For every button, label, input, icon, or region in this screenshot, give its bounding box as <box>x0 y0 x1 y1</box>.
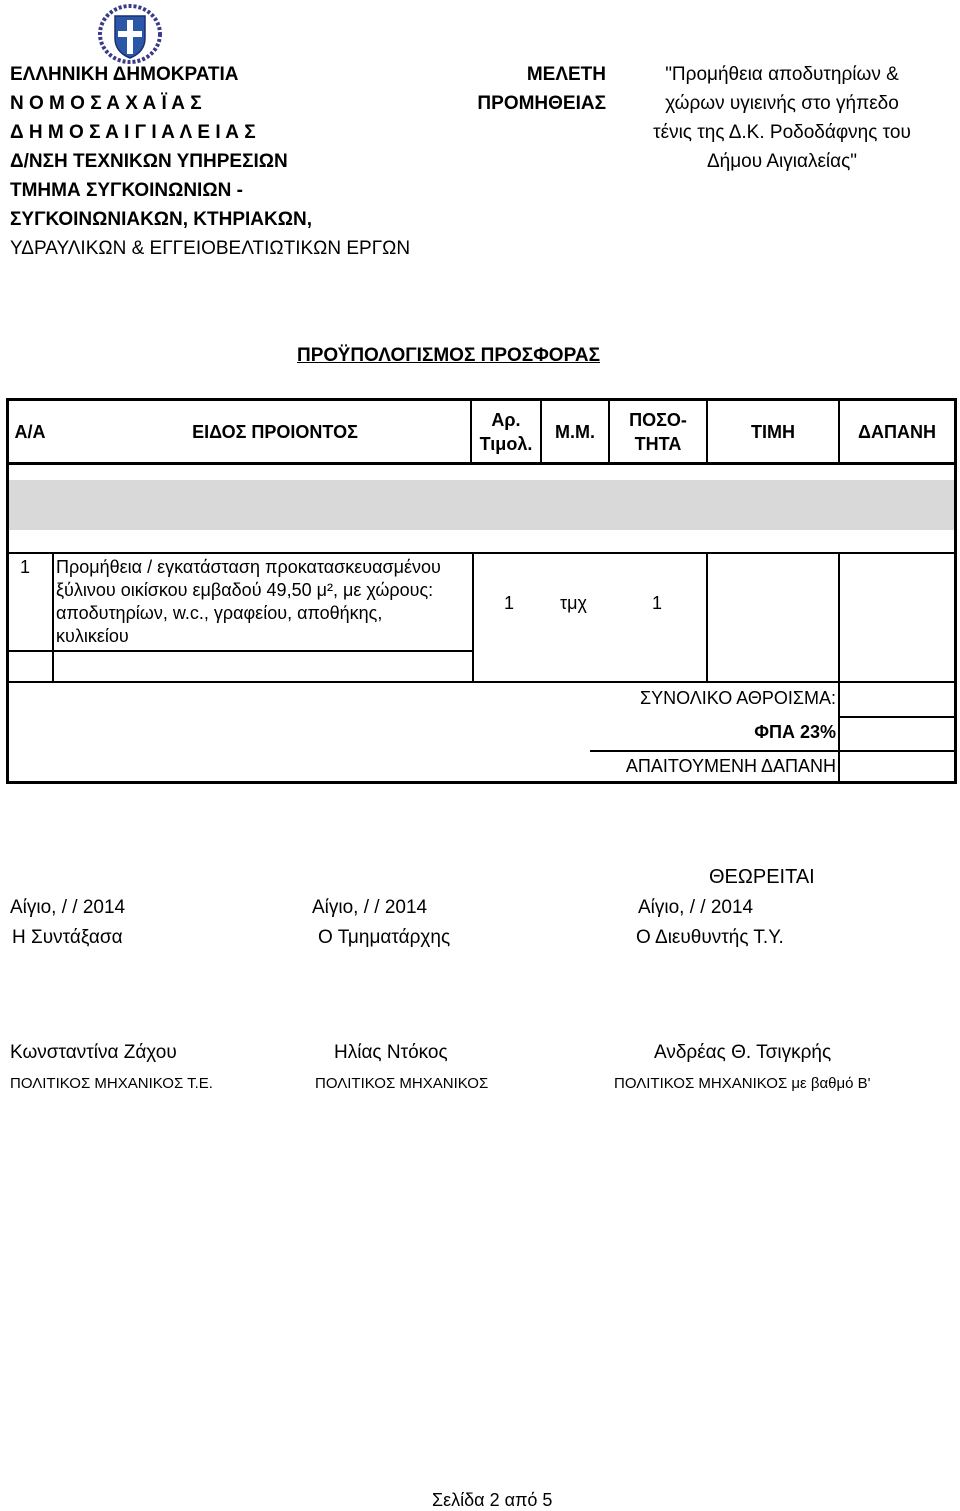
project-title <box>612 60 952 176</box>
document-title: ΠΡΟΫΠΟΛΟΓΙΣΜΟΣ ΠΡΟΣΦΟΡΑΣ <box>297 345 600 366</box>
table-divider <box>6 681 957 683</box>
table-divider <box>52 552 54 682</box>
signature-role: Η Συντάξασα <box>12 927 123 948</box>
row-aa: 1 <box>20 557 31 577</box>
project-title-line: "Προμήθεια αποδυτηρίων & <box>665 64 899 85</box>
column-header-line: ΤΗΤΑ <box>634 433 682 454</box>
signature-role: Ο Διευθυντής Τ.Υ. <box>636 927 784 948</box>
issuer-line: Δ/ΝΣΗ ΤΕΧΝΙΚΩΝ ΥΠΗΡΕΣΙΩΝ <box>10 151 288 172</box>
total-label: ΑΠΑΙΤΟΥΜΕΝΗ ΔΑΠΑΝΗ <box>625 756 836 776</box>
signatory-title: ΠΟΛΙΤΙΚΟΣ ΜΗΧΑΝΙΚΟΣ Τ.Ε. <box>10 1075 213 1092</box>
issuer-line: ΤΜΗΜΑ ΣΥΓΚΟΙΝΩΝΙΩΝ - <box>10 180 243 201</box>
table-separator-band <box>9 480 954 530</box>
signature-date: Αίγιο, / / 2014 <box>10 897 126 918</box>
signature-date: Αίγιο, / / 2014 <box>312 897 428 918</box>
signatory-name: Κωνσταντίνα Ζάχου <box>10 1042 177 1063</box>
table-divider <box>472 552 474 682</box>
column-header-cost: ΔΑΠΑΝΗ <box>858 421 936 442</box>
column-header-price-no <box>472 401 540 462</box>
project-title-line: χώρων υγιεινής στο γήπεδο <box>665 93 899 114</box>
issuer-line: Ν Ο Μ Ο Σ Α Χ Α Ϊ Α Σ <box>10 93 202 114</box>
approved-label: ΘΕΩΡΕΙΤΑΙ <box>709 866 815 888</box>
row-qty: 1 <box>652 593 663 613</box>
row-description-line: αποδυτηρίων, w.c., γραφείου, αποθήκης, <box>56 603 383 623</box>
column-header-unit: Μ.Μ. <box>555 421 595 442</box>
page-number: Σελίδα 2 από 5 <box>432 1490 553 1510</box>
signatory-title: ΠΟΛΙΤΙΚΟΣ ΜΗΧΑΝΙΚΟΣ με βαθμό Β' <box>614 1075 871 1092</box>
table-divider <box>590 750 957 752</box>
column-header-aa: Α/Α <box>14 421 46 442</box>
table-divider <box>6 650 474 652</box>
vat-label: ΦΠΑ 23% <box>754 722 836 742</box>
signatory-title: ΠΟΛΙΤΙΚΟΣ ΜΗΧΑΝΙΚΟΣ <box>315 1075 489 1092</box>
column-header-item: ΕΙΔΟΣ ΠΡΟΙΟΝΤΟΣ <box>192 421 358 442</box>
row-description-line: ξύλινου οικίσκου εμβαδού 49,50 μ², με χώρους: <box>56 580 434 600</box>
table-divider <box>840 716 957 718</box>
row-unit: τμχ <box>560 593 587 613</box>
study-label <box>420 60 606 118</box>
column-header-price: ΤΙΜΗ <box>751 421 795 442</box>
issuer-line: ΥΔΡΑΥΛΙΚΩΝ & ΕΓΓΕΙΟΒΕΛΤΙΩΤΙΚΩΝ ΕΡΓΩΝ <box>10 238 411 259</box>
row-description-line: Προμήθεια / εγκατάσταση προκατασκευασμένου <box>56 557 441 577</box>
issuer-line: ΣΥΓΚΟΙΝΩΝΙΑΚΩΝ, ΚΤΗΡΙΑΚΩΝ, <box>10 209 312 230</box>
project-title-line: Δήμου Αιγιαλείας" <box>706 151 858 172</box>
issuer-line: Δ Η Μ Ο Σ Α Ι Γ Ι Α Λ Ε Ι Α Σ <box>10 122 256 143</box>
issuer-line: ΕΛΛΗΝΙΚΗ ΔΗΜΟΚΡΑΤΙΑ <box>10 64 239 85</box>
signature-role: Ο Τμηματάρχης <box>318 927 451 948</box>
row-price-no: 1 <box>504 593 515 613</box>
greek-emblem-icon <box>97 2 163 64</box>
column-header-line: ΠΟΣΟ- <box>629 409 687 430</box>
signatory-name: Ηλίας Ντόκος <box>334 1042 448 1063</box>
row-description-line: κυλικείου <box>56 626 129 646</box>
signatory-name: Ανδρέας Θ. Τσιγκρής <box>654 1042 832 1063</box>
signature-date: Αίγιο, / / 2014 <box>638 897 754 918</box>
table-divider <box>6 462 957 465</box>
subtotal-label: ΣΥΝΟΛΙΚΟ ΑΘΡΟΙΣΜΑ: <box>639 688 836 708</box>
row-description <box>56 556 441 648</box>
issuer-block <box>10 60 410 263</box>
column-header-qty <box>610 401 706 462</box>
column-header-line: Τιμολ. <box>479 433 533 454</box>
column-header-line: Αρ. <box>491 409 521 430</box>
table-divider <box>6 552 957 554</box>
study-label-line: ΠΡΟΜΗΘΕΙΑΣ <box>477 93 606 114</box>
project-title-line: τένις της Δ.Κ. Ροδοδάφνης του <box>653 122 911 143</box>
study-label-line: ΜΕΛΕΤΗ <box>526 64 606 85</box>
table-divider <box>706 552 708 682</box>
